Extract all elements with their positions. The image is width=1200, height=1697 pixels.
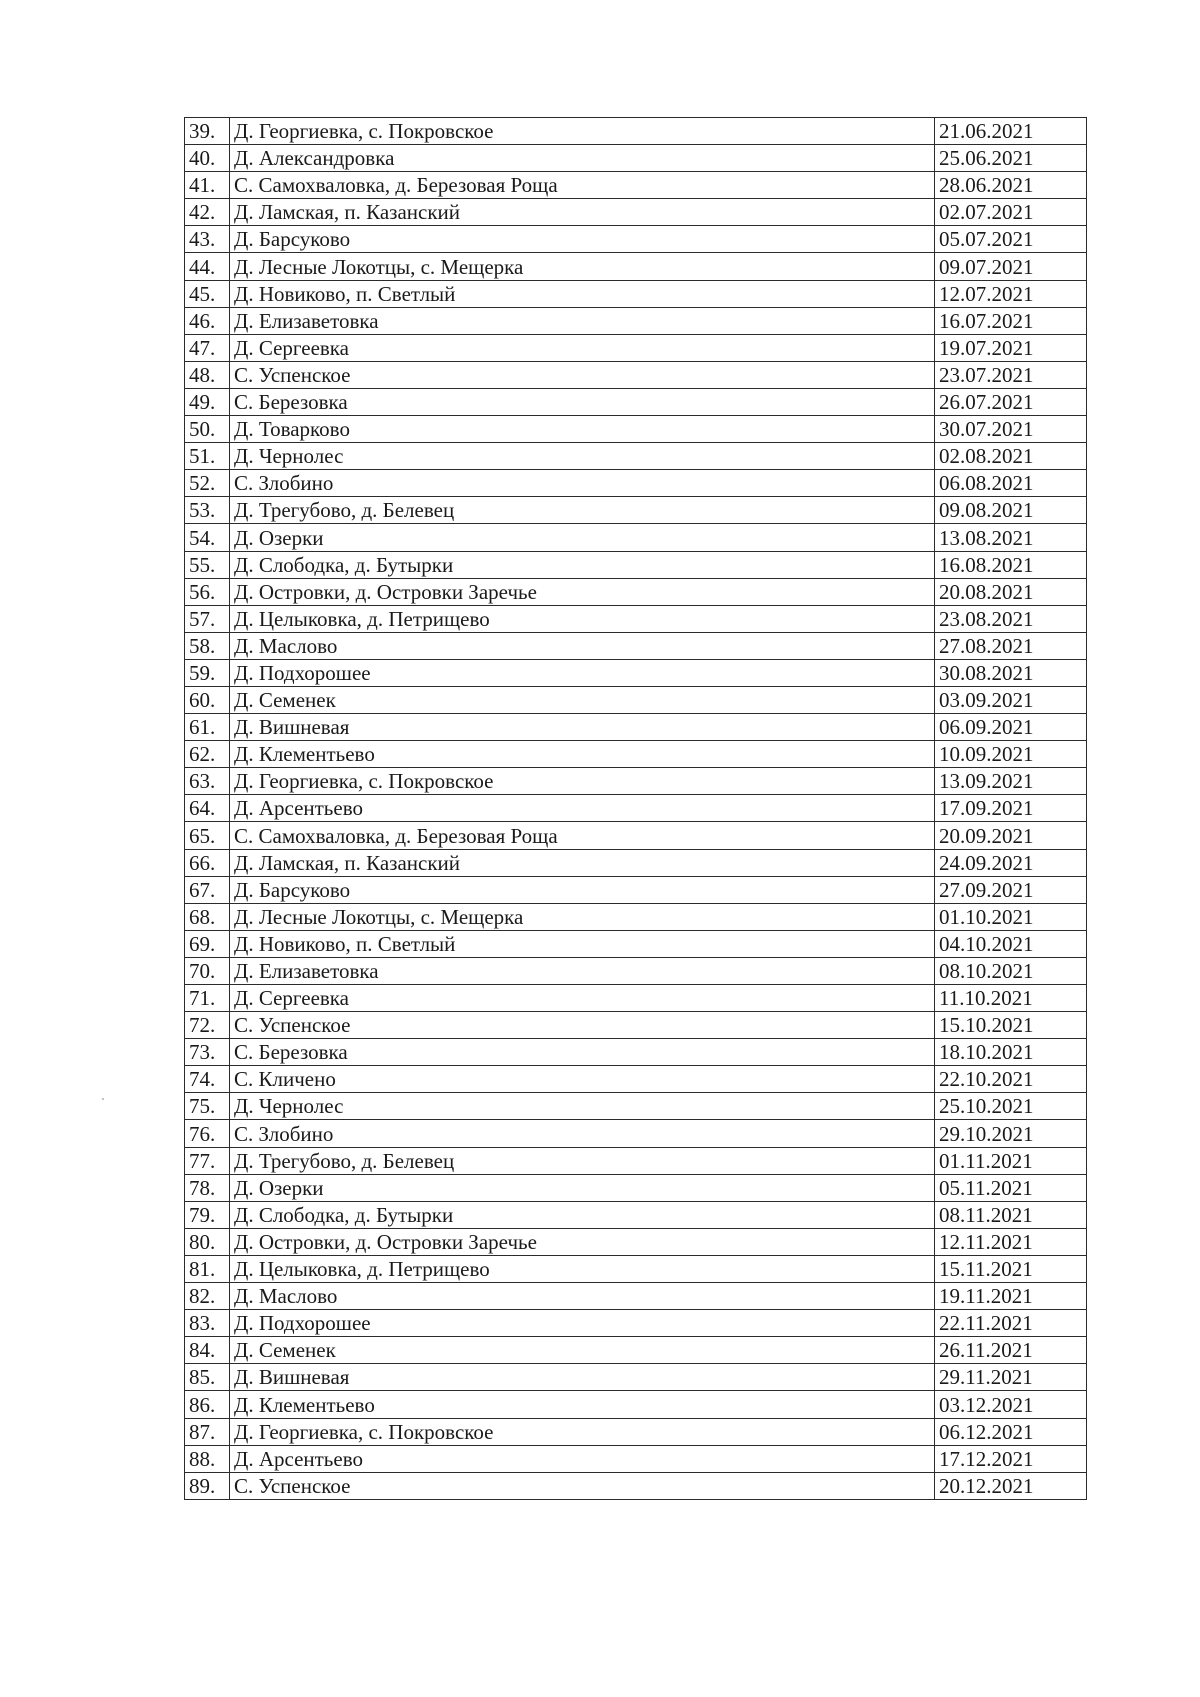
table-row	[185, 768, 1087, 795]
table-row	[185, 1445, 1087, 1472]
settlement-cell: Д. Подхорошее	[230, 1310, 935, 1337]
settlement-cell: Д. Чернолес	[230, 443, 935, 470]
table-row	[185, 849, 1087, 876]
row-number-cell: 43.	[185, 226, 230, 253]
settlement-cell: Д. Новиково, п. Светлый	[230, 280, 935, 307]
date-cell: 29.11.2021	[935, 1364, 1087, 1391]
settlement-cell: Д. Вишневая	[230, 714, 935, 741]
settlement-cell: Д. Семенек	[230, 1337, 935, 1364]
row-number-cell: 47.	[185, 334, 230, 361]
settlement-cell: Д. Маслово	[230, 632, 935, 659]
date-cell: 06.12.2021	[935, 1418, 1087, 1445]
date-cell: 06.09.2021	[935, 714, 1087, 741]
settlement-cell: Д. Трегубово, д. Белевец	[230, 1147, 935, 1174]
date-cell: 28.06.2021	[935, 172, 1087, 199]
row-number-cell: 39.	[185, 118, 230, 145]
settlement-cell: Д. Барсуково	[230, 226, 935, 253]
settlement-cell: Д. Семенек	[230, 686, 935, 713]
settlement-cell: Д. Георгиевка, с. Покровское	[230, 1418, 935, 1445]
date-cell: 03.09.2021	[935, 686, 1087, 713]
row-number-cell: 64.	[185, 795, 230, 822]
settlement-cell: Д. Новиково, п. Светлый	[230, 930, 935, 957]
date-cell: 08.10.2021	[935, 957, 1087, 984]
table-row	[185, 551, 1087, 578]
table-row	[185, 416, 1087, 443]
date-cell: 13.09.2021	[935, 768, 1087, 795]
date-cell: 27.08.2021	[935, 632, 1087, 659]
date-cell: 25.10.2021	[935, 1093, 1087, 1120]
table-row	[185, 118, 1087, 145]
table-row	[185, 1337, 1087, 1364]
date-cell: 10.09.2021	[935, 741, 1087, 768]
settlement-cell: Д. Товарково	[230, 416, 935, 443]
table-row	[185, 388, 1087, 415]
date-cell: 08.11.2021	[935, 1201, 1087, 1228]
row-number-cell: 41.	[185, 172, 230, 199]
table-row	[185, 443, 1087, 470]
row-number-cell: 57.	[185, 605, 230, 632]
settlement-cell: Д. Целыковка, д. Петрищево	[230, 1255, 935, 1282]
row-number-cell: 77.	[185, 1147, 230, 1174]
table-row	[185, 686, 1087, 713]
settlement-cell: С. Успенское	[230, 1472, 935, 1499]
table-row	[185, 985, 1087, 1012]
row-number-cell: 53.	[185, 497, 230, 524]
date-cell: 02.07.2021	[935, 199, 1087, 226]
date-cell: 20.09.2021	[935, 822, 1087, 849]
settlement-cell: С. Успенское	[230, 361, 935, 388]
row-number-cell: 55.	[185, 551, 230, 578]
date-cell: 15.11.2021	[935, 1255, 1087, 1282]
row-number-cell: 40.	[185, 145, 230, 172]
date-cell: 22.11.2021	[935, 1310, 1087, 1337]
table-row	[185, 957, 1087, 984]
settlement-cell: С. Злобино	[230, 470, 935, 497]
settlement-cell: Д. Барсуково	[230, 876, 935, 903]
date-cell: 17.12.2021	[935, 1445, 1087, 1472]
row-number-cell: 74.	[185, 1066, 230, 1093]
table-row	[185, 930, 1087, 957]
table-row	[185, 632, 1087, 659]
row-number-cell: 88.	[185, 1445, 230, 1472]
row-number-cell: 87.	[185, 1418, 230, 1445]
settlement-cell: Д. Озерки	[230, 524, 935, 551]
schedule-table	[184, 117, 1087, 1500]
row-number-cell: 79.	[185, 1201, 230, 1228]
settlement-cell: Д. Александровка	[230, 145, 935, 172]
table-row	[185, 1228, 1087, 1255]
table-row	[185, 307, 1087, 334]
settlement-cell: С. Злобино	[230, 1120, 935, 1147]
row-number-cell: 44.	[185, 253, 230, 280]
date-cell: 01.11.2021	[935, 1147, 1087, 1174]
settlement-cell: Д. Лесные Локотцы, с. Мещерка	[230, 253, 935, 280]
settlement-cell: С. Березовка	[230, 388, 935, 415]
settlement-cell: Д. Озерки	[230, 1174, 935, 1201]
date-cell: 23.08.2021	[935, 605, 1087, 632]
table-row	[185, 1012, 1087, 1039]
table-row	[185, 1391, 1087, 1418]
table-row	[185, 1093, 1087, 1120]
date-cell: 18.10.2021	[935, 1039, 1087, 1066]
row-number-cell: 46.	[185, 307, 230, 334]
date-cell: 09.07.2021	[935, 253, 1087, 280]
date-cell: 29.10.2021	[935, 1120, 1087, 1147]
table-row	[185, 1283, 1087, 1310]
table-row	[185, 1418, 1087, 1445]
settlement-cell: Д. Ламская, п. Казанский	[230, 199, 935, 226]
table-row	[185, 361, 1087, 388]
settlement-cell: С. Самохваловка, д. Березовая Роща	[230, 172, 935, 199]
settlement-cell: Д. Арсентьево	[230, 1445, 935, 1472]
row-number-cell: 63.	[185, 768, 230, 795]
date-cell: 05.07.2021	[935, 226, 1087, 253]
table-row	[185, 524, 1087, 551]
date-cell: 19.11.2021	[935, 1283, 1087, 1310]
table-row	[185, 172, 1087, 199]
table-row	[185, 741, 1087, 768]
settlement-cell: Д. Арсентьево	[230, 795, 935, 822]
table-row	[185, 1310, 1087, 1337]
date-cell: 30.08.2021	[935, 659, 1087, 686]
table-row	[185, 903, 1087, 930]
date-cell: 15.10.2021	[935, 1012, 1087, 1039]
date-cell: 26.11.2021	[935, 1337, 1087, 1364]
row-number-cell: 80.	[185, 1228, 230, 1255]
settlement-cell: С. Успенское	[230, 1012, 935, 1039]
settlement-cell: Д. Сергеевка	[230, 985, 935, 1012]
table-row	[185, 1147, 1087, 1174]
settlement-cell: Д. Сергеевка	[230, 334, 935, 361]
table-row	[185, 1255, 1087, 1282]
settlement-cell: Д. Елизаветовка	[230, 307, 935, 334]
settlement-cell: Д. Островки, д. Островки Заречье	[230, 578, 935, 605]
settlement-cell: Д. Маслово	[230, 1283, 935, 1310]
row-number-cell: 76.	[185, 1120, 230, 1147]
date-cell: 30.07.2021	[935, 416, 1087, 443]
date-cell: 01.10.2021	[935, 903, 1087, 930]
table-row	[185, 1472, 1087, 1499]
table-row	[185, 280, 1087, 307]
date-cell: 11.10.2021	[935, 985, 1087, 1012]
table-row	[185, 876, 1087, 903]
table-row	[185, 226, 1087, 253]
row-number-cell: 83.	[185, 1310, 230, 1337]
table-row	[185, 795, 1087, 822]
row-number-cell: 69.	[185, 930, 230, 957]
settlement-cell: Д. Чернолес	[230, 1093, 935, 1120]
row-number-cell: 54.	[185, 524, 230, 551]
row-number-cell: 62.	[185, 741, 230, 768]
row-number-cell: 67.	[185, 876, 230, 903]
date-cell: 21.06.2021	[935, 118, 1087, 145]
row-number-cell: 58.	[185, 632, 230, 659]
table-row	[185, 470, 1087, 497]
settlement-cell: Д. Елизаветовка	[230, 957, 935, 984]
date-cell: 20.08.2021	[935, 578, 1087, 605]
row-number-cell: 42.	[185, 199, 230, 226]
row-number-cell: 75.	[185, 1093, 230, 1120]
row-number-cell: 59.	[185, 659, 230, 686]
settlement-cell: Д. Островки, д. Островки Заречье	[230, 1228, 935, 1255]
row-number-cell: 73.	[185, 1039, 230, 1066]
date-cell: 20.12.2021	[935, 1472, 1087, 1499]
table-row	[185, 145, 1087, 172]
table-row	[185, 199, 1087, 226]
row-number-cell: 45.	[185, 280, 230, 307]
settlement-cell: С. Кличено	[230, 1066, 935, 1093]
row-number-cell: 85.	[185, 1364, 230, 1391]
row-number-cell: 70.	[185, 957, 230, 984]
date-cell: 23.07.2021	[935, 361, 1087, 388]
table-row	[185, 497, 1087, 524]
row-number-cell: 48.	[185, 361, 230, 388]
row-number-cell: 65.	[185, 822, 230, 849]
date-cell: 17.09.2021	[935, 795, 1087, 822]
date-cell: 16.08.2021	[935, 551, 1087, 578]
date-cell: 22.10.2021	[935, 1066, 1087, 1093]
date-cell: 16.07.2021	[935, 307, 1087, 334]
row-number-cell: 82.	[185, 1283, 230, 1310]
settlement-cell: Д. Слободка, д. Бутырки	[230, 1201, 935, 1228]
table-row	[185, 714, 1087, 741]
date-cell: 04.10.2021	[935, 930, 1087, 957]
settlement-cell: Д. Ламская, п. Казанский	[230, 849, 935, 876]
row-number-cell: 50.	[185, 416, 230, 443]
row-number-cell: 60.	[185, 686, 230, 713]
table-row	[185, 822, 1087, 849]
date-cell: 09.08.2021	[935, 497, 1087, 524]
date-cell: 13.08.2021	[935, 524, 1087, 551]
row-number-cell: 49.	[185, 388, 230, 415]
row-number-cell: 71.	[185, 985, 230, 1012]
table-row	[185, 659, 1087, 686]
scan-speck	[102, 1098, 104, 1100]
row-number-cell: 66.	[185, 849, 230, 876]
settlement-cell: С. Самохваловка, д. Березовая Роща	[230, 822, 935, 849]
date-cell: 26.07.2021	[935, 388, 1087, 415]
table-row	[185, 605, 1087, 632]
date-cell: 03.12.2021	[935, 1391, 1087, 1418]
date-cell: 12.07.2021	[935, 280, 1087, 307]
table-row	[185, 1174, 1087, 1201]
row-number-cell: 56.	[185, 578, 230, 605]
date-cell: 05.11.2021	[935, 1174, 1087, 1201]
settlement-cell: Д. Клементьево	[230, 1391, 935, 1418]
row-number-cell: 86.	[185, 1391, 230, 1418]
schedule-table-body	[185, 118, 1087, 1500]
settlement-cell: Д. Целыковка, д. Петрищево	[230, 605, 935, 632]
settlement-cell: Д. Подхорошее	[230, 659, 935, 686]
date-cell: 27.09.2021	[935, 876, 1087, 903]
row-number-cell: 84.	[185, 1337, 230, 1364]
row-number-cell: 61.	[185, 714, 230, 741]
table-row	[185, 1364, 1087, 1391]
row-number-cell: 81.	[185, 1255, 230, 1282]
row-number-cell: 72.	[185, 1012, 230, 1039]
row-number-cell: 68.	[185, 903, 230, 930]
table-row	[185, 1201, 1087, 1228]
table-row	[185, 1039, 1087, 1066]
table-row	[185, 578, 1087, 605]
settlement-cell: Д. Георгиевка, с. Покровское	[230, 118, 935, 145]
settlement-cell: Д. Вишневая	[230, 1364, 935, 1391]
date-cell: 02.08.2021	[935, 443, 1087, 470]
table-row	[185, 1120, 1087, 1147]
date-cell: 06.08.2021	[935, 470, 1087, 497]
table-row	[185, 1066, 1087, 1093]
table-row	[185, 253, 1087, 280]
settlement-cell: Д. Георгиевка, с. Покровское	[230, 768, 935, 795]
date-cell: 25.06.2021	[935, 145, 1087, 172]
settlement-cell: С. Березовка	[230, 1039, 935, 1066]
row-number-cell: 89.	[185, 1472, 230, 1499]
row-number-cell: 51.	[185, 443, 230, 470]
row-number-cell: 52.	[185, 470, 230, 497]
date-cell: 12.11.2021	[935, 1228, 1087, 1255]
settlement-cell: Д. Трегубово, д. Белевец	[230, 497, 935, 524]
row-number-cell: 78.	[185, 1174, 230, 1201]
table-row	[185, 334, 1087, 361]
date-cell: 24.09.2021	[935, 849, 1087, 876]
settlement-cell: Д. Слободка, д. Бутырки	[230, 551, 935, 578]
settlement-cell: Д. Клементьево	[230, 741, 935, 768]
date-cell: 19.07.2021	[935, 334, 1087, 361]
settlement-cell: Д. Лесные Локотцы, с. Мещерка	[230, 903, 935, 930]
